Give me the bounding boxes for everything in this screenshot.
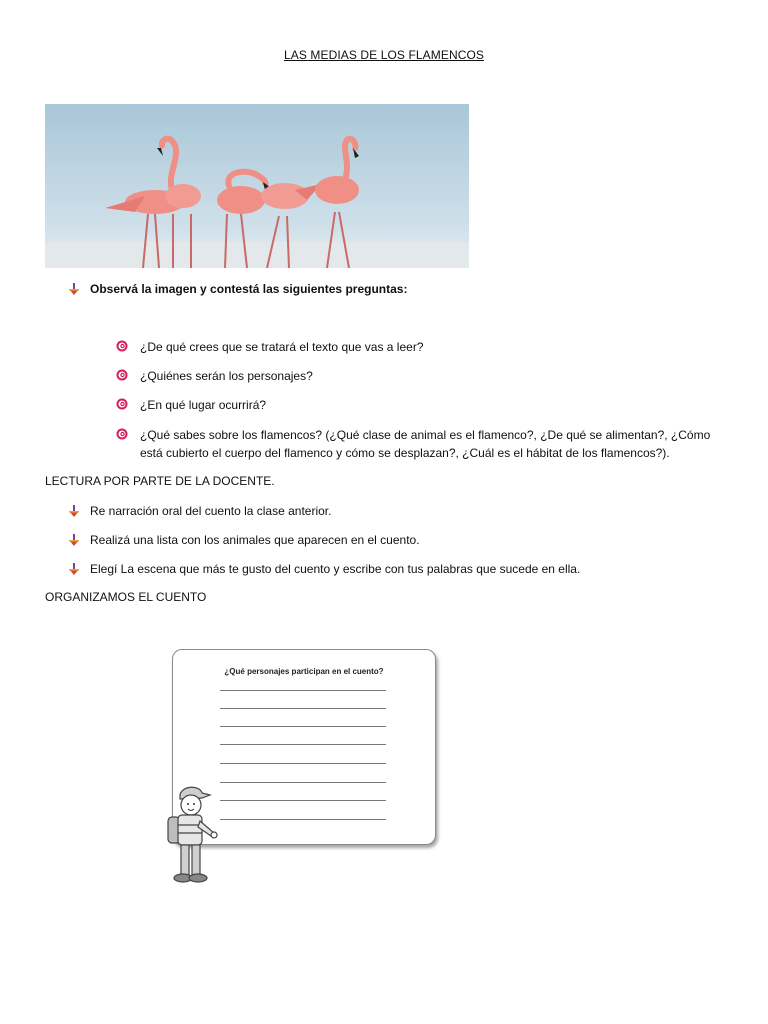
boy-illustration-icon <box>160 781 220 885</box>
flamingos-photo <box>45 104 469 268</box>
question-text: ¿Qué sabes sobre los flamencos? (¿Qué clase de animal es el flamenco?, ¿De qué se alimentan?, ¿Cómo está cubierto el cuerpo del flamenco y cómo se desplazan?, ¿Cuál es el hábitat de los flamencos?). <box>140 428 711 460</box>
task-text: Elegí La escena que más te gusto del cuento y escribe con tus palabras que sucede en ella. <box>90 562 581 576</box>
page-title: LAS MEDIAS DE LOS FLAMENCOS <box>283 48 485 62</box>
task-text: Re narración oral del cuento la clase anterior. <box>90 504 332 518</box>
spiral-bullet-icon <box>116 340 128 352</box>
answer-line[interactable] <box>220 782 386 783</box>
question-text: ¿De qué crees que se tratará el texto que vas a leer? <box>140 340 424 354</box>
spiral-bullet-icon <box>116 369 128 381</box>
arrow-down-bullet-icon <box>68 505 80 517</box>
answer-line[interactable] <box>220 763 386 764</box>
instruction-text: Observá la imagen y contestá las siguientes preguntas: <box>90 282 408 296</box>
answer-line[interactable] <box>220 690 386 691</box>
answer-line[interactable] <box>220 744 386 745</box>
spiral-bullet-icon <box>116 428 128 440</box>
worksheet-question: ¿Qué personajes participan en el cuento? <box>224 667 384 676</box>
task-text: Realizá una lista con los animales que aparecen en el cuento. <box>90 533 420 547</box>
flamingos-illustration <box>45 104 469 268</box>
answer-line[interactable] <box>220 708 386 709</box>
answer-line[interactable] <box>220 819 386 820</box>
arrow-down-bullet-icon <box>68 283 80 295</box>
question-text: ¿Quiénes serán los personajes? <box>140 369 313 383</box>
section-organize: ORGANIZAMOS EL CUENTO <box>45 590 207 604</box>
answer-line[interactable] <box>220 726 386 727</box>
answer-line[interactable] <box>220 800 386 801</box>
arrow-down-bullet-icon <box>68 534 80 546</box>
question-text: ¿En qué lugar ocurrirá? <box>140 398 267 412</box>
section-reading: LECTURA POR PARTE DE LA DOCENTE. <box>45 474 275 488</box>
spiral-bullet-icon <box>116 398 128 410</box>
arrow-down-bullet-icon <box>68 563 80 575</box>
worksheet-box <box>160 645 445 890</box>
